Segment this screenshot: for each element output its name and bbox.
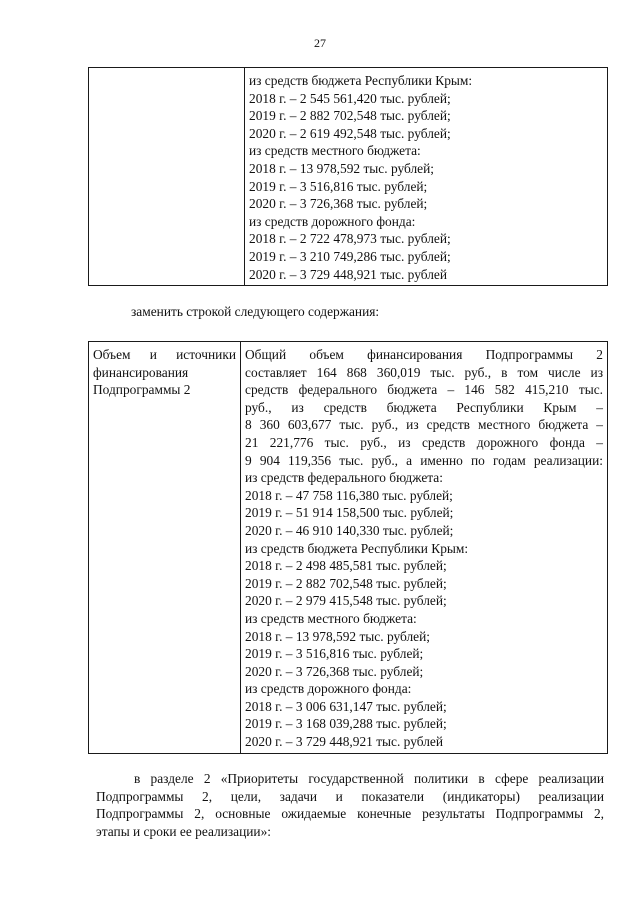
summary-line: 21 221,776 тыс. руб., из средств дорожного фонда – [245,434,603,450]
summary-line: руб., из средств бюджета Республики Крым – [245,399,603,415]
section-2-paragraph [96,770,604,840]
funding-lines-cell [245,68,608,286]
funding-line: из средств бюджета Республики Крым: [245,540,469,556]
funding-line: 2020 г. – 3 726,368 тыс. рублей; [245,663,424,679]
funding-line: 2018 г. – 47 758 116,380 тыс. рублей; [245,487,453,503]
funding-table-new [88,341,608,754]
paragraph-line: этапы и сроки ее реализации»: [96,823,272,839]
funding-table-old [88,67,608,286]
page-number: 27 [314,36,326,50]
funding-line: 2019 г. – 51 914 158,500 тыс. рублей; [245,505,454,521]
summary-line: составляет 164 868 360,019 тыс. руб., в том числе из [245,364,603,380]
summary-line: средств федерального бюджета – 146 582 415,210 тыс. [245,382,603,398]
funding-line: 2018 г. – 2 722 478,973 тыс. рублей; [249,231,451,247]
label-line: Подпрограммы 2 [93,382,191,398]
funding-line: 2018 г. – 13 978,592 тыс. рублей; [249,160,434,176]
funding-line: 2020 г. – 2 979 415,548 тыс. рублей; [245,593,447,609]
table-label-cell [89,342,241,754]
funding-line: 2018 г. – 2 545 561,420 тыс. рублей; [249,90,451,106]
funding-line: 2019 г. – 3 516,816 тыс. рублей; [245,646,424,662]
funding-line: 2019 г. – 3 210 749,286 тыс. рублей; [249,248,451,264]
summary-line: Общий объем финансирования Подпрограммы 2 [245,347,603,362]
funding-line: из средств дорожного фонда: [245,681,412,697]
funding-line: 2019 г. – 3 168 039,288 тыс. рублей; [245,716,447,732]
funding-lines-cell [241,342,608,754]
table-label-cell [89,68,245,286]
funding-line: 2019 г. – 3 516,816 тыс. рублей; [249,178,428,194]
funding-line: из средств местного бюджета: [249,143,421,159]
summary-line: 8 360 603,677 тыс. руб., из средств местного бюджета – [245,417,603,433]
funding-line: 2020 г. – 3 729 448,921 тыс. рублей [245,734,443,750]
paragraph-line: Подпрограммы 2, цели, задачи и показатели (индикаторы) реализации [96,788,604,804]
funding-line: 2018 г. – 2 498 485,581 тыс. рублей; [245,558,447,574]
funding-line: 2020 г. – 46 910 140,330 тыс. рублей; [245,522,454,538]
funding-line: 2018 г. – 13 978,592 тыс. рублей; [245,628,430,644]
label-line: финансирования [93,364,189,380]
paragraph-line: Подпрограммы 2, основные ожидаемые конечные результаты Подпрограммы 2, [96,806,604,822]
funding-line: 2020 г. – 3 729 448,921 тыс. рублей [249,266,447,282]
funding-line: 2020 г. – 2 619 492,548 тыс. рублей; [249,125,451,141]
funding-line: 2018 г. – 3 006 631,147 тыс. рублей; [245,698,447,714]
funding-line: 2019 г. – 2 882 702,548 тыс. рублей; [249,108,451,124]
paragraph-line: в разделе 2 «Приоритеты государственной политики в сфере реализации [134,771,604,786]
funding-line: из средств бюджета Республики Крым: [249,73,473,88]
summary-line: 9 904 119,356 тыс. руб., а именно по годам реализации: [245,452,603,468]
table-row [89,68,608,286]
replace-instruction: заменить строкой следующего содержания: [131,304,380,319]
funding-line: из средств федерального бюджета: [245,470,443,486]
label-line: Объем и источники [93,347,236,362]
funding-line: 2019 г. – 2 882 702,548 тыс. рублей; [245,575,447,591]
table-row [89,342,608,754]
funding-line: из средств дорожного фонда: [249,213,416,229]
funding-line: из средств местного бюджета: [245,610,417,626]
funding-line: 2020 г. – 3 726,368 тыс. рублей; [249,196,428,212]
